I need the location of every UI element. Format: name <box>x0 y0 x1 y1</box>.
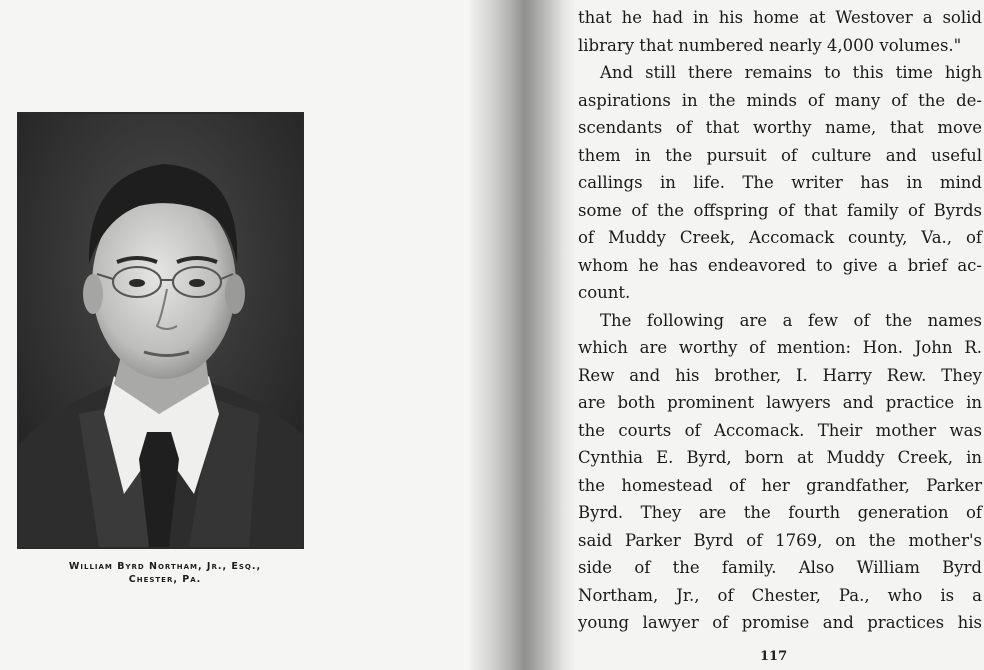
text-line: young lawyer of promise and practices his <box>578 613 982 632</box>
book-gutter-shadow <box>470 0 575 670</box>
text-line: aspirations in the minds of many of the de- <box>578 90 982 110</box>
text-line: said Parker Byrd of 1769, on the mother's <box>578 530 982 550</box>
text-line: scendants of that worthy name, that move <box>578 118 982 137</box>
body-text <box>578 4 982 637</box>
text-line: library that numbered nearly 4,000 volumes." <box>578 35 962 55</box>
text-line: count. <box>578 283 631 302</box>
text-line: Cynthia E. Byrd, born at Muddy Creek, in <box>578 448 982 467</box>
text-line: Byrd. They are the fourth generation of <box>578 503 982 522</box>
page-number: 117 <box>760 649 788 664</box>
text-line: side of the family. Also William Byrd <box>578 558 982 577</box>
text-line: Northam, Jr., of Chester, Pa., who is a <box>578 585 982 605</box>
text-line: which are worthy of mention: Hon. John R. <box>578 338 982 357</box>
text-line: whom he has endeavored to give a brief ac- <box>578 255 982 275</box>
caption-name: William Byrd Northam, Jr., Esq., <box>68 561 262 572</box>
text-line: some of the offspring of that family of Byrds <box>578 200 982 220</box>
photo-caption <box>20 560 310 586</box>
portrait-photo <box>17 112 304 549</box>
text-line: The following are a few of the names <box>600 310 982 330</box>
text-line: callings in life. The writer has in mind <box>578 173 982 192</box>
text-line: Rew and his brother, I. Harry Rew. They <box>578 365 982 385</box>
caption-location: Chester, Pa. <box>128 574 202 585</box>
text-line: of Muddy Creek, Accomack county, Va., of <box>578 228 982 247</box>
text-line: them in the pursuit of culture and useful <box>578 145 982 165</box>
text-line: the courts of Accomack. Their mother was <box>578 420 982 440</box>
text-line: are both prominent lawyers and practice in <box>578 393 982 412</box>
text-line: that he had in his home at Westover a solid <box>578 8 982 27</box>
text-line: the homestead of her grandfather, Parker <box>578 475 982 495</box>
text-line: And still there remains to this time high <box>600 63 982 82</box>
